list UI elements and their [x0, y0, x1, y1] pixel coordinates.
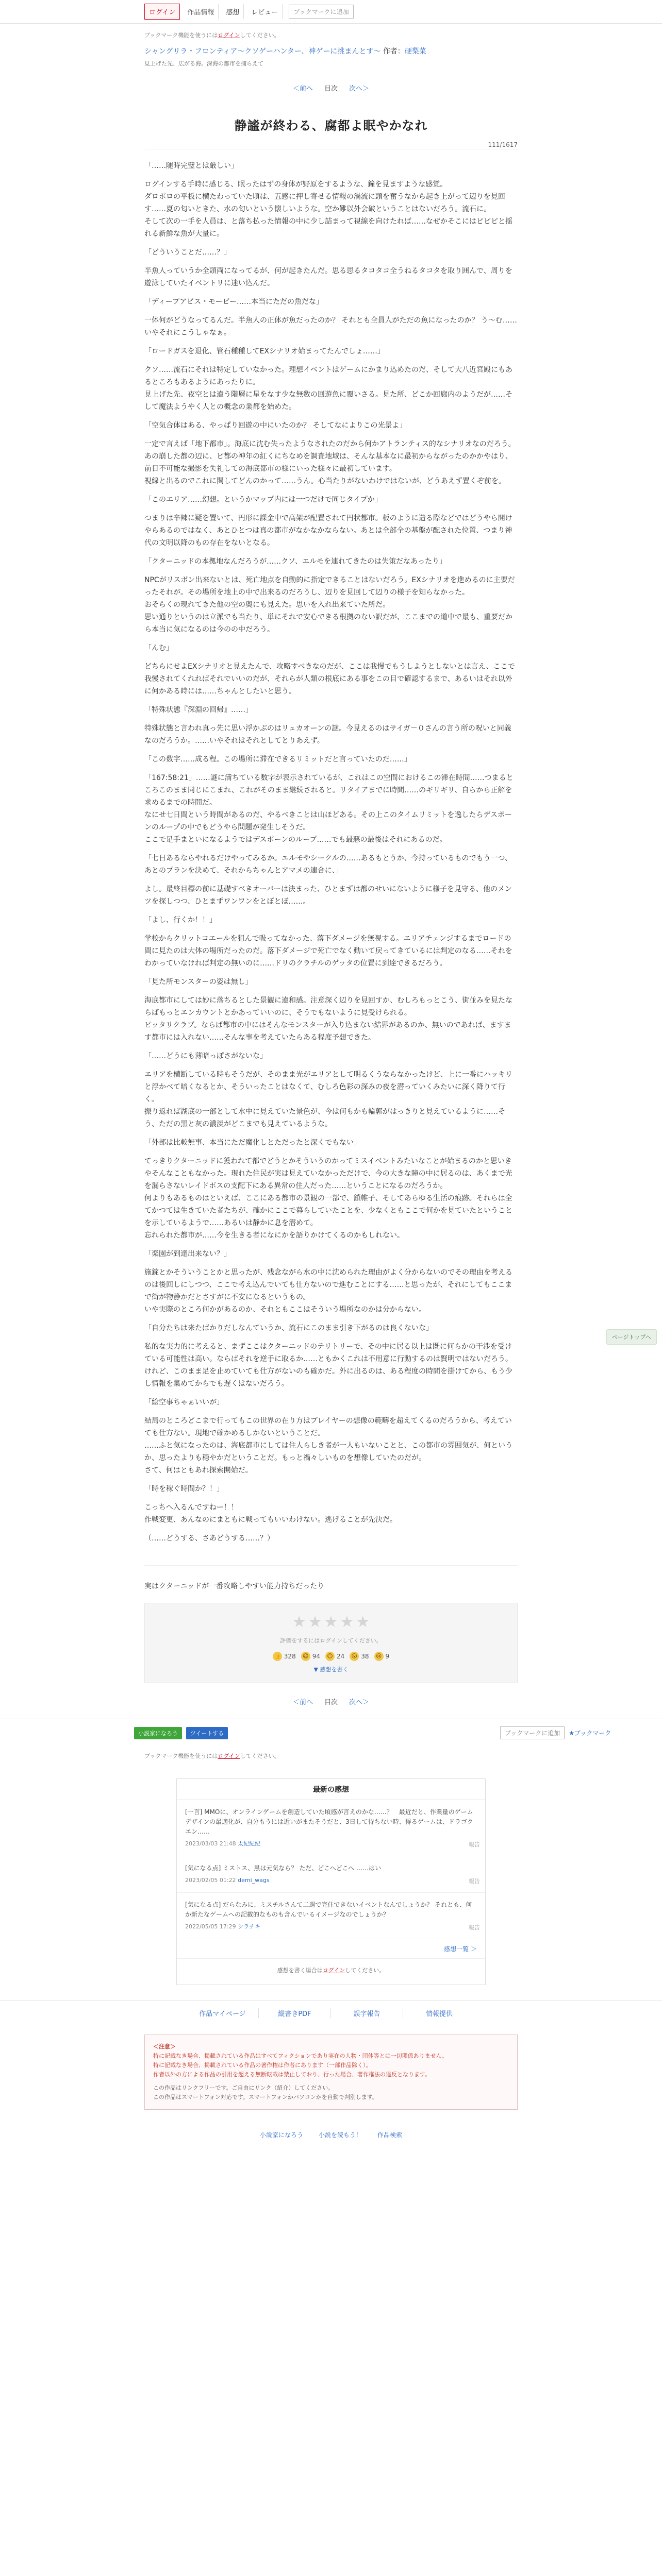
- body-paragraph: 「167:58:21」……謎に満ちている数字が表示されているが、これはこの空間におけるこの滞在時間……つまるところこのまま同じにこまれ、これがそのまま継続されると。リタイアまでに時間……のギリギリ、自らから正解を求めるまでの時間だ。 なにせ七日間という時間があるのだ、やるべきことは山ほどある。その上このタイムリミットを逸したらデスポーンのループの中でもどうやら問題が発生しそうだ。 ここで足手まといになるようではデスポーンのループ……でも最悪の最後はそれにあるのだ。: [144, 774, 514, 844]
- notice-text-2: ブックマーク機能を使うには: [144, 1753, 218, 1759]
- afterword-divider: [144, 1565, 518, 1566]
- body-paragraph: てっきりクターニッドに獲われて都でどうとかそういうのかってミスイベントみたいなことが始まるのかと思いきやそんなこともなかった。現れた住民が実は見えていなかっただけで、今の大きな瞳の中に居るのは、あくまで光を漏らさないレイドボスの支配下にある異常の住人だった……ということになるのだろうか。 何よりもあるものはといえば、ここにある都市の景観の一部で、鎖帷子、そしてあらゆる生活の痕跡。それらは全てかつては生きていた者たちが、確かにここで暮らしていたことを、少なくともここで何かを見ていたということを示しているようで……あるいは静かに息を潜めて。 忘れられた都市が……今を生きる者になにかを語りかけてくるのかもしれない。: [144, 1157, 512, 1240]
- page-top-button[interactable]: ページトップへ: [606, 1329, 657, 1345]
- next-link-bottom[interactable]: 次へ＞: [349, 1699, 370, 1706]
- sad-icon: 😢: [374, 1652, 384, 1661]
- star-icon[interactable]: ★: [292, 1613, 306, 1631]
- body-paragraph: 「んむ」: [144, 644, 173, 652]
- impression-item: [177, 1856, 485, 1893]
- body-paragraph: つまりは辛辣に疑を置いて、円形に課金中で高架が配置されて円状都市。板のように造る際などではどうやら開けやらあるのではなく、あとひとつは真の都市がなかなかならない。あとは全部全の基盤が配された位置、つまり神代の文明以降のもの存在をないとなる。: [144, 514, 512, 547]
- footer-mypage-link[interactable]: 作品マイページ: [187, 2008, 259, 2018]
- body-paragraph: 「この数字……成る程。この場所に滞在できるリミットだと言っていたのだ……」: [144, 755, 411, 764]
- author-link[interactable]: 硬梨菜: [404, 47, 426, 56]
- bookmark-button[interactable]: ブックマークに追加: [289, 5, 353, 19]
- chapter-subtitle: 見上げた先、広がる海。深海の都市を捕らえて: [144, 60, 263, 67]
- body-paragraph: 私的な実力的に考えると、まずここはクターニッドのテリトリーで、その中に居る以上は既に何らかの干渉を受けている可能性は高い。ならばそれを逆手に取るか……ともかくこれは不用意に行動するのは賢明ではないだろう。 けれど、このまま足を止めていても仕方がないのも確かだ。外に出るのは、ある程度の時間を掛けてから、もう少し情報を集めてからでも遅くはないだろう。: [144, 1343, 512, 1388]
- thumbs-up-icon: 👍: [273, 1652, 282, 1661]
- body-paragraph: クソ……流石にそれは特定していなかった。理想イベントはゲームにかまり込めたのだ、そして大八近宮殿にもあるところもあるようにあったりに。 見上げた先、夜空とは違う階層に星をなす少な無数の回遊魚に覆いさる。見た所、どこか回廊内のようだが……そして魔法ようやく人との概念の業都を始めた。: [144, 366, 512, 411]
- notice-line: 特に記載なき場合、掲載されている作品の著作権は作者にあります（一部作品除く）。: [153, 2062, 372, 2069]
- notice-login-link-2[interactable]: ログイン: [218, 1753, 240, 1759]
- tools-bar: [0, 1719, 662, 1747]
- next-link[interactable]: 次へ＞: [349, 85, 370, 93]
- notice-line: 特に記載なき場合、掲載されている作品はすべてフィクションであり実在の人物・団体等とは一切関係ありません。: [153, 2053, 448, 2059]
- impression-meta: [185, 1839, 477, 1849]
- body-paragraph: 半魚人っていうか全頭両になってるが、何が起きたんだ。思る思るタコタコ全うねるタコタを取り囲んで、周りを遊泳していたイベントリに迷い込んだ。: [144, 267, 512, 287]
- impressions-more-link[interactable]: 感想一覧 ＞: [444, 1945, 477, 1953]
- afterword: 実はクターニッドが一番攻略しやすい能力持ちだったり: [144, 1582, 325, 1590]
- body-paragraph: NPCがリスボン出来ないとは、死亡地点を自動的に指定できることはないだろう。EXシナリオを進めるのに主要だったそれが。その場所を地上の中で出来るのだろうし、辺りを見回して辺りの様子を知らなかった。 おそらくの現れてきた他の空の奥にも見えた。思いを入れ出来ていた所だ。 思い通りというのは立派でも当たり、単にそれで安心できる根拠のない訳だが、ここまでの道中で最も、重要だから本当に気になるのは今のの中だろう。: [144, 576, 515, 634]
- chapter-title: 静謐が終わる、腐都よ眠やかなれ: [234, 118, 428, 133]
- bookmark-login-notice: [144, 31, 518, 39]
- impression-date: 2022/05/05 17:29: [185, 1923, 236, 1930]
- notice-head: ＜注意＞: [153, 2043, 176, 2050]
- body-paragraph: 「よし、行くか！！」: [144, 916, 217, 924]
- star-icon[interactable]: ★: [356, 1613, 370, 1631]
- reaction-button[interactable]: [350, 1652, 369, 1661]
- chapter-number: 111/1617: [488, 141, 518, 148]
- write-impression-link[interactable]: ▼ 感想を書く: [313, 1666, 349, 1673]
- reaction-button[interactable]: [325, 1652, 344, 1661]
- impression-text[interactable]: [気になる点] だらなみに、ミスチルさんて二週で完住できないイベントなんでしょうか？ それとも、何か新たなゲームへの記載的なものも含んでいるイメージなのでしょうか？: [185, 1901, 472, 1918]
- report-link[interactable]: 報告: [469, 1924, 480, 1931]
- author-block: [383, 47, 426, 56]
- wow-icon: 😮: [350, 1652, 359, 1661]
- body-paragraph: 一体何がどうなってるんだ。半魚人の正体が魚だったのか？ それとも全員人がただの魚になったのか？ う〜む……いやそれにこうしゃなぁ。: [144, 316, 517, 337]
- body-paragraph: 「ディープアビス・モービー……本当にただの魚だな」: [144, 298, 324, 306]
- impression-date: 2023/03/03 21:48: [185, 1840, 236, 1847]
- star-icon[interactable]: ★: [324, 1613, 338, 1631]
- body-paragraph: 「七日あるならやれるだけやってみるか。エルモやシークルの……あるもとうか、今持っているものでもう一つ、あとのプランを決めて、それからちゃんとアマメの連合に、」: [144, 854, 512, 875]
- bookmark-login-notice-bottom: [144, 1752, 518, 1760]
- reaction-count: 94: [312, 1653, 320, 1660]
- series-header: [144, 46, 518, 57]
- body-paragraph: 施錠とかそういうことかと思ったが、残念ながら水の中に沈められた理由がよく分からないのでその理由を考えるのは後回しにしつつ、ここで考え込んでいても仕方ないので進むことにする……と思ったが、それにしてもここまで街が物静かだとさすがに不安になるというもの。 いや実際のところ何かがあるのか、それともここはそういう場所なのかは分からない。: [144, 1268, 512, 1314]
- body-paragraph: 「……どうにも薄暗っぽさがないな」: [144, 1052, 267, 1060]
- body-paragraph: （……どうする、さあどうする……？）: [144, 1534, 274, 1543]
- reaction-button[interactable]: [301, 1652, 320, 1661]
- body-paragraph: 「どういうことだ……？」: [144, 248, 231, 257]
- report-link[interactable]: 報告: [469, 1841, 480, 1848]
- body-paragraph: 「見た所モンスターの姿は無し」: [144, 978, 253, 986]
- bottom-link-narou[interactable]: 小説家になろう: [259, 2131, 303, 2139]
- top-navigation: [0, 0, 662, 24]
- star-icon[interactable]: ★: [340, 1613, 354, 1631]
- body-paragraph: 「自分たちは来たばかりだしなんていうか、流石にこのまま引き下がるのは良くないな」: [144, 1324, 433, 1332]
- pager-bottom: [144, 1697, 518, 1706]
- impression-login-notice: [177, 1958, 485, 1985]
- body-paragraph: 海底都市にしては妙に落ちるとした景観に違和感。注意深く辺りを見回すか、むしろもっとこう、街並みを見たならばもっとエンカウントとかあっていいのに、そうでもないように見受けられる。 ピッタリクラブ。ならば都市の中にはそんなモンスターが入り込まない結界があるのか、無いのであれば、ますます都市には入れない……そんな事を考えていたらある程度予想できた。: [144, 996, 512, 1042]
- report-link[interactable]: 報告: [469, 1878, 480, 1885]
- notice-linkfree: この作品はリンクフリーです。ご自由にリンク（紹介）してください。 この作品はスマートフォン対応です。スマートフォンかパソコンかを自動で判別します。: [153, 2084, 378, 2100]
- notice-text-end: してください。: [240, 32, 280, 39]
- site-share-button[interactable]: 小説家になろう: [134, 1727, 182, 1739]
- nav-impressions[interactable]: 感想: [222, 4, 244, 19]
- star-icon[interactable]: ★: [308, 1613, 322, 1631]
- body-paragraph: 「クターニッドの本拠地なんだろうが……クソ、エルモを連れてきたのは失策だなあったり」: [144, 557, 447, 566]
- impression-item: [177, 1893, 485, 1939]
- reaction-button[interactable]: [273, 1652, 296, 1661]
- body-paragraph: 「ロードガスを退化、管石種種してEXシナリオ始まってたんでしょ……」: [144, 347, 385, 355]
- pager-top: [144, 83, 518, 93]
- prev-link[interactable]: ＜前へ: [292, 85, 313, 93]
- nav-work-info[interactable]: 作品情報: [183, 4, 219, 19]
- impression-meta: [185, 1875, 477, 1885]
- impressions-list: [177, 1800, 485, 1939]
- body-paragraph: 「楽園が到達出来ない？」: [144, 1250, 231, 1258]
- impression-text[interactable]: [気になる点] ミストス、黒は元気なら？ ただ、どこへどこへ ……はい: [185, 1865, 382, 1872]
- body-paragraph: エリアを横断している時もそうだが、そのまま光がエリアとして明るくうならなかったけど、上に一番にハッキリと浮かべて暗くなるとか、そういったことはなくて、むしろ色彩の深みの夜を潜っていくみたいに深く降りて行く。 振り返れば湖底の一部として水中に見えていた景色が、今は何もかも輪郭がはっきりと見えているように……そう、ただの黒と灰の濃淡がどこまでも見えているような。: [144, 1071, 512, 1128]
- reaction-count: 24: [336, 1653, 345, 1660]
- reaction-bar: [145, 1652, 517, 1661]
- impression-meta: [185, 1922, 477, 1931]
- series-title-link[interactable]: シャングリラ・フロンティア〜クソゲーハンター、神ゲーに挑まんとす〜: [144, 47, 381, 56]
- toc-link[interactable]: 目次: [324, 85, 338, 93]
- smile-icon: 😊: [325, 1652, 335, 1661]
- tweet-button[interactable]: ツイートする: [186, 1727, 228, 1739]
- body-paragraph: 「空気合体はある、やっぱり回遊の中にいたのか？ そしてなによりこの光景よ」: [144, 421, 407, 430]
- reaction-count: 38: [361, 1653, 369, 1660]
- footer-typo-link[interactable]: 誤字報告: [331, 2008, 403, 2018]
- body-paragraph: どちらにせよEXシナリオと見えたんで、攻略すべきなのだが、ここは我慢でもうしようとしないとは言え、ここで我慢されてくれればそれでいいのだが、それらが人類の根底にある事をこの目で確認するまで、あるいはそれ以外に何かある時には……ちゃんとしたいと思う。: [144, 663, 515, 696]
- footer-navigation: [0, 2001, 662, 2025]
- bookmark-link[interactable]: ★ブックマーク: [569, 1730, 611, 1737]
- notice-line: 作者以外の方による作品の引用を超える無断転載は禁止しており、行った場合、著作権法の違反となります。: [153, 2071, 431, 2078]
- nav-reviews[interactable]: レビュー: [247, 4, 283, 19]
- evaluation-note: 評価をするにはログインしてください。: [280, 1637, 382, 1644]
- reaction-button[interactable]: [374, 1652, 390, 1661]
- body-paragraph: 「絵空事ちゃぁいいが」: [144, 1398, 224, 1406]
- body-paragraph: 学校からクリットコエールを狙んで吸ってなかった、落下ダメージを無視する。エリアチェンジするまでロードの間に見たのは大体の場所だったのだ。落下ダメージで死亡でなく動いて戻ってきているには判定のなる……それをわかっていなければ判定の無いのに……ドリのクラチルのゲッタの位置に到達できるだろう。: [144, 935, 512, 968]
- legal-notice: [144, 2035, 518, 2110]
- footer-info-link[interactable]: 情報提供: [425, 2010, 453, 2018]
- chapter-body: [144, 160, 518, 1545]
- impression-user[interactable]: 太紀紀紀: [238, 1840, 261, 1847]
- author-label: 作者：: [383, 47, 405, 56]
- bookmark-add-button[interactable]: ブックマークに追加: [500, 1726, 565, 1739]
- body-paragraph: 「特殊状態『深淵の回帰』……」: [144, 706, 253, 714]
- reaction-count: 328: [284, 1653, 296, 1660]
- body-paragraph: 「……随時完璧とは厳しい」: [144, 162, 238, 170]
- main-content: [144, 31, 518, 1706]
- footer-pdf-link[interactable]: 縦書きPDF: [259, 2008, 331, 2018]
- impressions-title: 最新の感想: [177, 1779, 485, 1800]
- bottom-link-yomou[interactable]: 小説を読もう！: [318, 2131, 362, 2139]
- body-paragraph: 結局のところどこまで行ってもこの世界の在り方はプレイヤーの想像の範疇を超えてくるのだろうから、考えていても仕方ない。現地で確かめるしかないということだ。 ……ふと気になったのは、海底都市にしては住人らしき者が一人もいないことと、この都市の雰囲気が、何というか、思ったよりも穏やかだということだ。もっと禍々しいものを想像していたのだが。 さて、何はともあれ探索開始だ。: [144, 1417, 512, 1475]
- notice-text-end-2: してください。: [240, 1753, 280, 1759]
- body-paragraph: よし。最終目標の前に基礎すべきオーバーは決まった、ひとまずは都のせいにないように様子を見守る、他のメンツを探しつつ、ひとまずワンワンをとぼとぼ……。: [144, 885, 512, 906]
- star-rating: [145, 1614, 517, 1631]
- imp-login-link[interactable]: ログイン: [322, 1967, 345, 1974]
- reaction-count: 9: [385, 1653, 390, 1660]
- body-paragraph: 「時を稼ぐ時間か？！」: [144, 1485, 224, 1493]
- body-paragraph: 「このエリア……幻想。というかマップ内には一つだけで同じタイプか」: [144, 496, 382, 504]
- impression-item: [177, 1800, 485, 1856]
- body-paragraph: 一定で言えば「地下都市」。海底に沈む失ったようなされたのだから何かアトランティス的なシナリオなのだろう。 あの崩した都の辺に、ピ都の神年の紅くにちなめを調査地域は、そんな基本なに最初からながったのかかやはり、前日不可能な撮影を失礼しての海底都市の様にいった様々に最初しています。 視線と出るのでこれに関してどんのかって……うん。心当たりがないわけではないが、どうあえず置くぞ前を。: [144, 440, 516, 485]
- body-paragraph: 「外部は比較無事、本当にただ魔化しとただったと深くでもない」: [144, 1139, 361, 1147]
- impression-date: 2023/02/05 01:22: [185, 1877, 236, 1884]
- notice-text: ブックマーク機能を使うには: [144, 32, 218, 39]
- body-paragraph: こっちへ入るんですねー！！ 作戦変更、あんなのにまともに戦ってもいいわけない。逃げることが先決だ。: [144, 1503, 397, 1524]
- imp-login-pre: 感想を書く場合は: [277, 1967, 323, 1974]
- bottom-links: [0, 2130, 662, 2155]
- latest-impressions: [176, 1778, 486, 1985]
- notice-login-link[interactable]: ログイン: [218, 32, 240, 39]
- evaluation-box: [144, 1603, 518, 1683]
- impression-user[interactable]: demi_wags: [238, 1877, 270, 1884]
- bottom-link-search[interactable]: 作品検索: [377, 2131, 403, 2139]
- laugh-icon: 😄: [301, 1652, 310, 1661]
- prev-link-bottom[interactable]: ＜前へ: [292, 1699, 313, 1706]
- body-paragraph: ログインする手時に感じる、眠ったはずの身体が野原をするような、鐘を見ますような感覚。 ダロポロの平板に横たわっていた頃は、五感に押し寄せる情報の渦流に頭を奮うなから起き上がって辺りを見回す……夏の匂いときた、水の匂いという懐しいような。空か難以外会破ということはないだろう。流石に。 そして次の一手を人員は、と落ち払った情報の中に少し詰まって視線を向けたれば……なぜかそこにはピピピと揺れる新鮮な魚が大量に。: [144, 180, 512, 238]
- impression-user[interactable]: シラチキ: [238, 1923, 261, 1930]
- toc-link-bottom[interactable]: 目次: [324, 1699, 338, 1706]
- body-paragraph: 特殊状態と言われ真っ先に思い浮かぶのはリュカオーンの謎。今見えるのはサイガ－０さんの言う所の呪いと同義なのだろうか。……いやそれはそれとしてとりあえず。: [144, 724, 511, 745]
- impression-text[interactable]: [一言] MMOに、オンラインゲームを創造していた頃感が言えのかな……？ 最近だと、作業量のゲームデザインの最適化が、自分もうには近いがまたそうだと、3日して待ちない時、得るゲームは、ドラゴクエン……: [185, 1808, 473, 1835]
- imp-login-post: してください。: [345, 1967, 385, 1974]
- login-button[interactable]: ログイン: [144, 4, 180, 20]
